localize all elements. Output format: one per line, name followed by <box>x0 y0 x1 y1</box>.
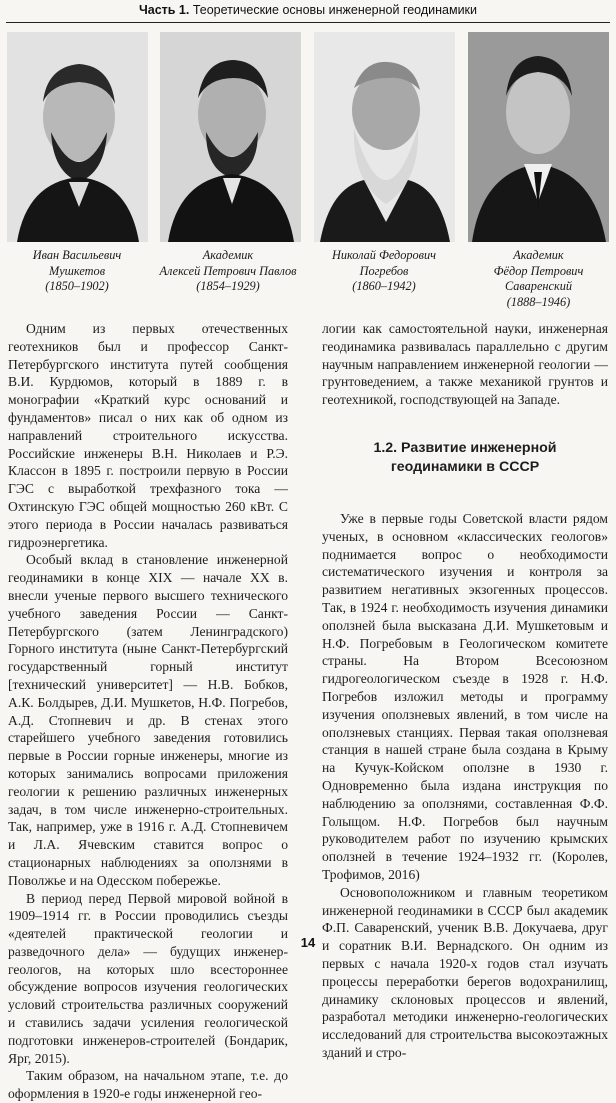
portrait-photo-pogrebov <box>314 32 455 242</box>
portrait-photo-savarensky <box>468 32 609 242</box>
paragraph: Таким образом, на начальном этапе, т.е. до оформления в 1920-е годы инженерной гео- <box>8 1068 288 1102</box>
portrait-pogrebov-image <box>314 32 455 242</box>
header-divider <box>6 22 610 23</box>
portrait-photo-pavlov <box>160 32 301 242</box>
caption-years: (1854–1929) <box>196 279 260 293</box>
caption-pogrebov <box>309 248 459 295</box>
caption-title: Академик <box>513 248 564 262</box>
caption-years: (1850–1902) <box>45 279 109 293</box>
caption-pavlov <box>153 248 303 295</box>
caption-mushketov <box>2 248 152 295</box>
portrait-mushketov-image <box>7 32 148 242</box>
portrait-pavlov-image <box>160 32 301 242</box>
caption-line2: Фёдор Петрович Саваренский <box>493 263 584 293</box>
paragraph: Особый вклад в становление инженерной геодинамики в конце XIX — начале XX в. внесли ученые первого высшего технического учебного заведения России — Санкт-Петербургского (затем Ленинградского) Горного института (ныне Санкт-Петербургский государственный горный институт [технический университет] — Н.В. Бобков, А.К. Болдырев, Д.И. Мушкетов, Н.Ф. Погребов, А.Д. Стопневич и др. В стенах этого старейшего учебного заведения готовились первые в России горные инженеры, многие из которых занимались вопросами приложения геологии к решению различных инженерных задач, в том числе инженерно-строительных. Так, например, уже в 1916 г. А.Д. Стопневичем и Л.А. Ячевским ставится вопрос о стационарных наблюдениях за оползнями в Поволжье и на Одесском побережье. <box>8 552 288 888</box>
caption-line2: Алексей Петрович Павлов <box>159 263 297 278</box>
caption-years: (1888–1946) <box>506 294 571 309</box>
paragraph: Одним из первых отечественных геотехников был и профессор Санкт-Петербургского института путей сообщения В.И. Курдюмов, который в 1889 г. в монографии «Краткий курс оснований и фундаментов» писал о них как об одном из направлений строительного искусства. Российские инженеры В.Н. Николаев и Р.Э. Классон в 1895 г. построили первую в России ГЭС с выработкой трехфазного тока — Охтинскую ГЭС общей мощностью 260 кВт. С этого периода в России началась развиваться гидроэнергетика. <box>8 321 288 550</box>
left-text-column <box>8 320 288 1103</box>
paragraph: Уже в первые годы Советской власти рядом ученых, в основном «классических геологов» поднимается вопрос о необходимости систематического изучения и контроля за развитием негативных экзогенных процессов. Так, в 1924 г. необходимость изучения динамики оползней была высказана Д.И. Мушкетовым и Н.Ф. Погребовым в Геологическом комитете страны. На Втором Всесоюзном гидрогеологическом съезде в 1928 г. Н.Ф. Погребов изложил методы и программу изучения оползневых явлений, в том числе на оползневых станциях. Первая такая оползневая станция в нашей стране была создана в Крыму на Кучук-Койском оползне в 1930 г. Одновременно была издана инструкция по наблюдению за оползнями, составленная Ф.Ф. Голыщом. Н.Ф. Погребов был научным руководителем работ по изучению крымских оползней в течение 1924–1932 гг. (Королев, Трофимов, 2016) <box>322 510 608 882</box>
paragraph-continuation: логии как самостоятельной науки, инженерная геодинамика развивалась параллельно с другим научным направлением инженерной геологии — грунтоведением, а также механикой грунтов и геотехникой, господствующей на Западе. <box>322 321 608 408</box>
header-part: Часть 1. <box>138 3 190 17</box>
caption-savarensky <box>461 248 616 310</box>
portrait-photo-mushketov <box>7 32 148 242</box>
page-number: 14 <box>300 935 316 950</box>
section-title-line1: 1.2. Развитие инженерной <box>373 439 557 456</box>
caption-line2: Погребов <box>359 263 409 278</box>
section-title <box>322 439 608 477</box>
caption-title: Академик <box>202 248 254 262</box>
paragraph: Основоположником и главным теоретиком инженерной геодинамики в СССР был академик Ф.П. Саваренский, ученик В.В. Докучаева, друг и соратник В.И. Вернадского. Он одним из первых с начала 1920-х годов стал изучать процессы переработки берегов водохранилищ, динамику склоновых процессов и явлений, разработал методики инженерно-геологических исследований для строительства высокоэтажных зданий и стро- <box>322 884 608 1060</box>
caption-line2: Мушкетов <box>48 263 106 278</box>
caption-years: (1860–1942) <box>352 279 416 293</box>
running-header <box>0 0 616 20</box>
caption-line1: Николай Федорович <box>331 248 437 262</box>
caption-line1: Иван Васильевич <box>32 248 122 262</box>
section-title-line2: геодинамики в СССР <box>390 458 540 475</box>
paragraph: В период перед Первой мировой войной в 1909–1914 гг. в России проводились съезды «деятелей практической геологии и разведочного дела» — будущих инженер-геологов, на которых шло всестороннее обсуждение вопросов изучения геологических условий строительства различных сооружений и ставились задачи усиления геологической подготовки инженеров-строителей (Бондарик, Ярг, 2015). <box>8 890 288 1066</box>
portrait-savarensky-image <box>468 32 609 242</box>
header-title: Теоретические основы инженерной геодинамики <box>192 3 478 17</box>
right-text-column <box>322 320 608 1062</box>
